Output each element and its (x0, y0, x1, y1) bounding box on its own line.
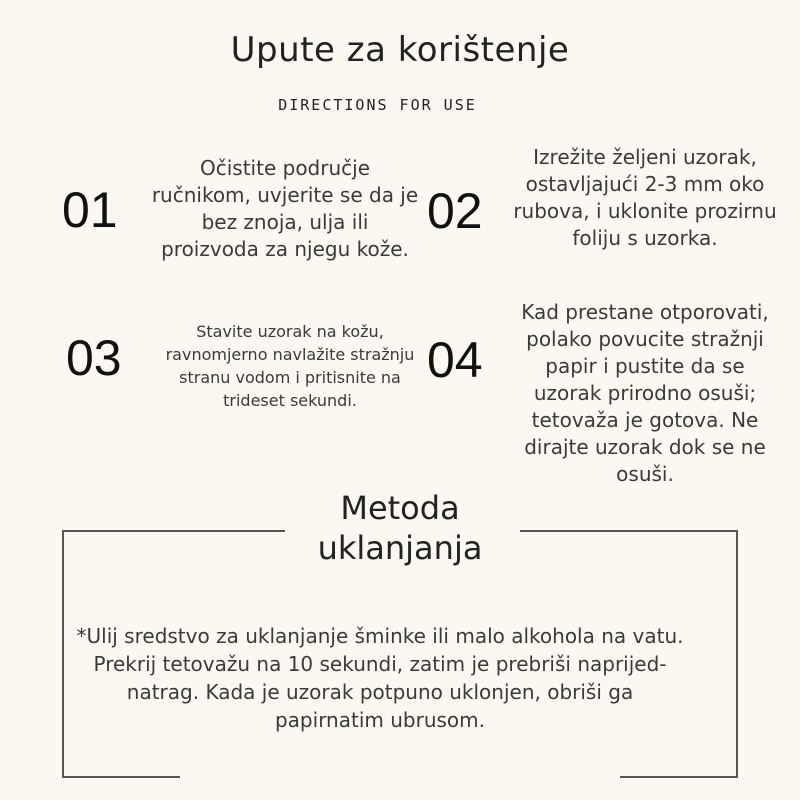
step-number-04: 04 (427, 332, 483, 388)
step-text-03: Stavite uzorak na kožu, ravnomjerno navlažite stražnju stranu vodom i pritisnite na trideset sekundi. (165, 322, 415, 410)
page-subtitle: DIRECTIONS FOR USE (278, 96, 477, 114)
page-title: Upute za korištenje (230, 30, 570, 70)
removal-instructions: *Ulij sredstvo za uklanjanje šminke ili malo alkohola na vatu. Prekrij tetovažu na 10 sekundi, zatim je prebriši naprijed-natrag. Kada je uzorak potpuno uklonjen, obriši ga papirnatim ubrusom. (76, 624, 684, 732)
step-text-04: Kad prestane otporovati, polako povucite stražnji papir i pustite da se uzorak prirodno osuši; tetovaža je gotova. Ne dirajte uzorak dok se ne osuši. (521, 300, 769, 486)
step-text-02: Izrežite željeni uzorak, ostavljajući 2-3 mm oko rubova, i uklonite prozirnu foliju s uzorka. (513, 145, 777, 250)
step-text-01: Očistite područje ručnikom, uvjerite se da je bez znoja, ulja ili proizvoda za njegu kože. (151, 156, 419, 261)
step-number-02: 02 (427, 183, 483, 239)
removal-title: Metoda uklanjanja (317, 489, 483, 567)
removal-frame-gap-bottom (180, 768, 620, 788)
step-number-03: 03 (66, 330, 122, 386)
step-number-01: 01 (62, 182, 118, 238)
